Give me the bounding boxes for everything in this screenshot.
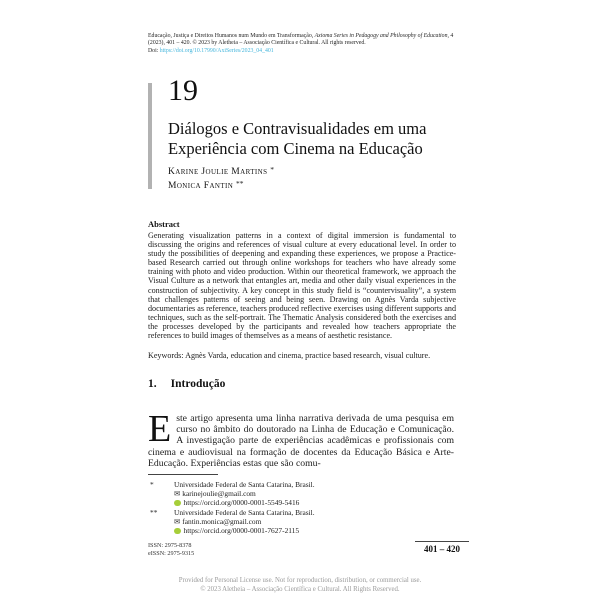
orcid-icon [174, 500, 181, 507]
keywords-text: Keywords: Agnès Varda, education and cinema, practice based research, visual culture. [148, 351, 431, 360]
footnote-body [174, 480, 450, 508]
author-list [168, 164, 274, 192]
license-line-2: © 2023 Aletheia – Associação Científica e Cultural. All Rights Reserved. [200, 586, 400, 594]
chapter-accent-bar [148, 83, 152, 189]
footnote-divider [148, 474, 218, 475]
section-heading [148, 378, 225, 390]
license-footer [0, 576, 600, 595]
book-title-text: Educação, Justiça e Direitos Humanos num Mundo em Transformação, [148, 32, 315, 39]
series-title-text: Axioma Series in Pedagogy and Philosophy of Education, [314, 32, 449, 39]
drop-cap: E [148, 407, 172, 450]
title-line-2: Experiência com Cinema na Educação [168, 138, 423, 158]
page-range-rule [415, 541, 469, 542]
abstract-label: Abstract [148, 219, 180, 229]
abstract-text: Generating visualization patterns in a context of digital immersion is fundamental to discussing the origins and references of visual culture at every educational level. In order to study the possibilities of deepening and expanding these experiences, we propose a Practice-based Research carried out through online workshops for teachers who have already some training with photo and video production. Within our theoretical framework, we approach the Visual Culture as a network that entangles art, media and other daily visual experiences in the construction of subjectivity. A key concept in this study field is “countervisuality”, a system that challenges patterns of seeing and being seen. Drawing on Agnès Varda subjective documentaries as reference, teachers produced reflective exercises using different supports and techniques, such as the self-portrait. The Thematic Analysis considered both the exercises and the processes developed by the participants and revealed how teachers appropriate the references to build images of themselves as a means of aesthetic resistance. [148, 231, 456, 341]
author-footnote-marker: ** [236, 179, 244, 188]
footnote-marker: ** [150, 507, 158, 517]
chapter-number: 19 [168, 74, 198, 107]
intro-paragraph [148, 407, 454, 469]
title-line-1: Diálogos e Contravisualidades em uma [168, 119, 427, 138]
footnote-item [150, 508, 450, 536]
section-title: Introdução [170, 378, 226, 390]
doi-label: Doi: [148, 47, 160, 54]
footnote-body [174, 508, 450, 536]
orcid-link[interactable]: https://orcid.org/0000-0001-7627-2115 [183, 526, 300, 536]
author-name: Monica Fantin [168, 181, 234, 191]
issn-text: ISSN: 2975-8378 [148, 542, 192, 549]
affiliation-text: Universidade Federal de Santa Catarina, Brasil. [174, 480, 315, 489]
orcid-icon [174, 528, 181, 535]
orcid-link[interactable]: https://orcid.org/0000-0001-5549-5416 [183, 498, 300, 508]
author-name: Karine Joulie Martins [168, 167, 268, 177]
page-range: 401 – 420 [424, 544, 460, 554]
author-footnote-marker: * [270, 165, 274, 174]
license-line-1: Provided for Personal License use. Not for reproduction, distribution, or commercial use. [178, 577, 422, 584]
intro-text: ste artigo apresenta uma linha narrativa derivada de uma pesquisa em curso no âmbito do doutorado na Linha de Educação e Comunicação. A investigação parte de experiências acadêmicas e profissionais com cinema e audiovisual na formação de docentes da Educação Básica e Arte-Educação. Experiências estas que são comu- [148, 412, 454, 469]
footnote-list [150, 480, 450, 535]
footnote-marker: * [150, 480, 154, 489]
email-icon: ✉ [174, 516, 181, 526]
citation-header [148, 33, 462, 55]
email-icon: ✉ [174, 489, 181, 499]
author-line [168, 178, 274, 192]
eissn-text: eISSN: 2975-9315 [148, 549, 195, 557]
section-number: 1. [148, 378, 157, 390]
citation-line2: 4 (2023), 401 – 420. © 2023 by Aletheia – Associação Científica e Cultural. All rights reserved. [148, 32, 454, 47]
author-line [168, 164, 274, 178]
issn-block [148, 542, 194, 557]
affiliation-text: Universidade Federal de Santa Catarina, Brasil. [174, 507, 315, 517]
paper-title [168, 119, 468, 158]
footnote-item [150, 480, 450, 508]
email-link[interactable]: fantin.monica@gmail.com [182, 516, 262, 526]
doi-link[interactable]: https://doi.org/10.17990/AxiSeries/2023_04_401 [159, 47, 274, 54]
email-link[interactable]: karinejoulie@gmail.com [182, 489, 256, 499]
